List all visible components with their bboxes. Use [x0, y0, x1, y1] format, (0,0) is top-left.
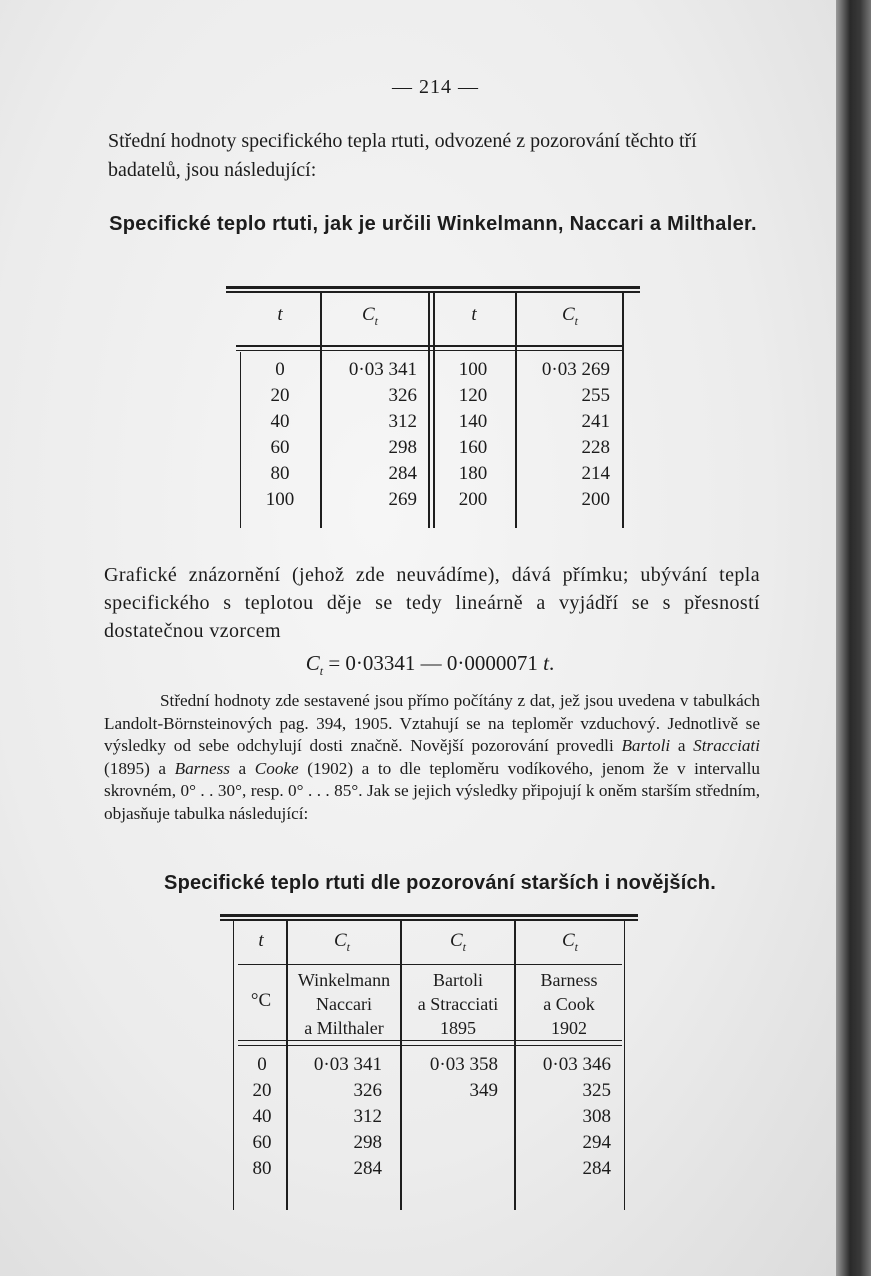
- table2-col-bc: 0·03 346 325 308 294 284: [542, 1054, 611, 1179]
- table2-col-bs: 0·03 358 349: [429, 1054, 498, 1101]
- table2-unit: °C: [250, 990, 272, 1011]
- page-number: — 214 —: [392, 76, 479, 98]
- table1-top-rule: [226, 286, 640, 289]
- intro-text: Střední hodnoty specifického tepla rtuti, odvozené z pozorování těchto tří badatelů, jsou následující:: [108, 130, 697, 181]
- table1-vline-5: [622, 292, 624, 528]
- table1-header-c1: $C_t$: [361, 304, 379, 328]
- table2-top-rule-2: [220, 919, 638, 921]
- table1-col-c2: 0·03 269 255 241 228 214 200: [541, 359, 610, 510]
- table1-vline-left: [240, 352, 241, 528]
- formula: $C_t = 0\cdot 03341$ — 0·0000071 t.: [305, 651, 555, 679]
- table2-header-c3: $C_t$: [561, 930, 579, 954]
- table1-col-t2: 100 120 140 160 180 200: [458, 359, 488, 510]
- table2-col-t: 0 20 40 60 80: [252, 1054, 272, 1179]
- table1-title: Specifické teplo rtuti, jak je určili Winkelmann, Naccari a Milthaler.: [109, 213, 757, 235]
- table1-header-rule: [236, 345, 624, 347]
- table2-top-rule: [220, 914, 638, 917]
- small-text: Střední hodnoty zde sestavené jsou přímo počítány z dat, jež jsou uvedena v tabulkách Landolt-Börnsteinových pag. 394, 1905. Vztahují se na teploměr vzduchový. Jednotlivě se výsledky od sebe odchylují dosti značně. Novější pozorování provedli Bartoli a Stracciati (1895) a Barness a Cooke (1902) a to dle teploměru vodíkového, jenom že v intervallu skrovném, 0° . . 30°, resp. 0° . . . 85°. Jak se jejich výsledky připojují k oněm starším středním, objasňuje tabulka následující:: [104, 691, 761, 823]
- paragraph-text: Grafické znázornění (jehož zde neuvádíme), dává přímku; ubývání tepla specifického s teplotou děje se tedy lineárně a vyjádří se s přesností dostatečnou vzorcem: [104, 564, 760, 642]
- table1-header-rule-2: [236, 350, 624, 351]
- table2-sub-rule: [238, 1040, 622, 1041]
- table2-header-rule: [238, 964, 622, 965]
- table2-header-t: t: [258, 930, 264, 951]
- table1-header-t1: t: [277, 304, 283, 325]
- table2-sub-rule-2: [238, 1045, 622, 1046]
- table2-group1: Winkelmann Naccari a Milthaler: [297, 970, 391, 1038]
- table1-vline-4: [515, 292, 517, 528]
- table1-vline-1: [320, 292, 322, 528]
- table2-header-c2: $C_t$: [449, 930, 467, 954]
- table1-vline-3: [433, 292, 435, 528]
- table1-header-c2: $C_t$: [561, 304, 579, 328]
- table1-header-t2: t: [471, 304, 477, 325]
- table2-header-c1: $C_t$: [333, 930, 351, 954]
- table2-group3: Barness a Cook 1902: [540, 970, 598, 1038]
- table2-vline-right: [624, 920, 625, 1210]
- table1-col-c1: 0·03 341 326 312 298 284 269: [348, 359, 417, 510]
- table2-group2: Bartoli a Stracciati 1895: [417, 970, 499, 1038]
- book-edge: [836, 0, 871, 1276]
- table1-vline-2: [428, 292, 430, 528]
- table1-col-t1: 0 20 40 60 80 100: [265, 359, 295, 510]
- table2-title: Specifické teplo rtuti dle pozorování starších i novějších.: [164, 872, 716, 894]
- table2-col-wnm: 0·03 341 326 312 298 284: [313, 1054, 382, 1179]
